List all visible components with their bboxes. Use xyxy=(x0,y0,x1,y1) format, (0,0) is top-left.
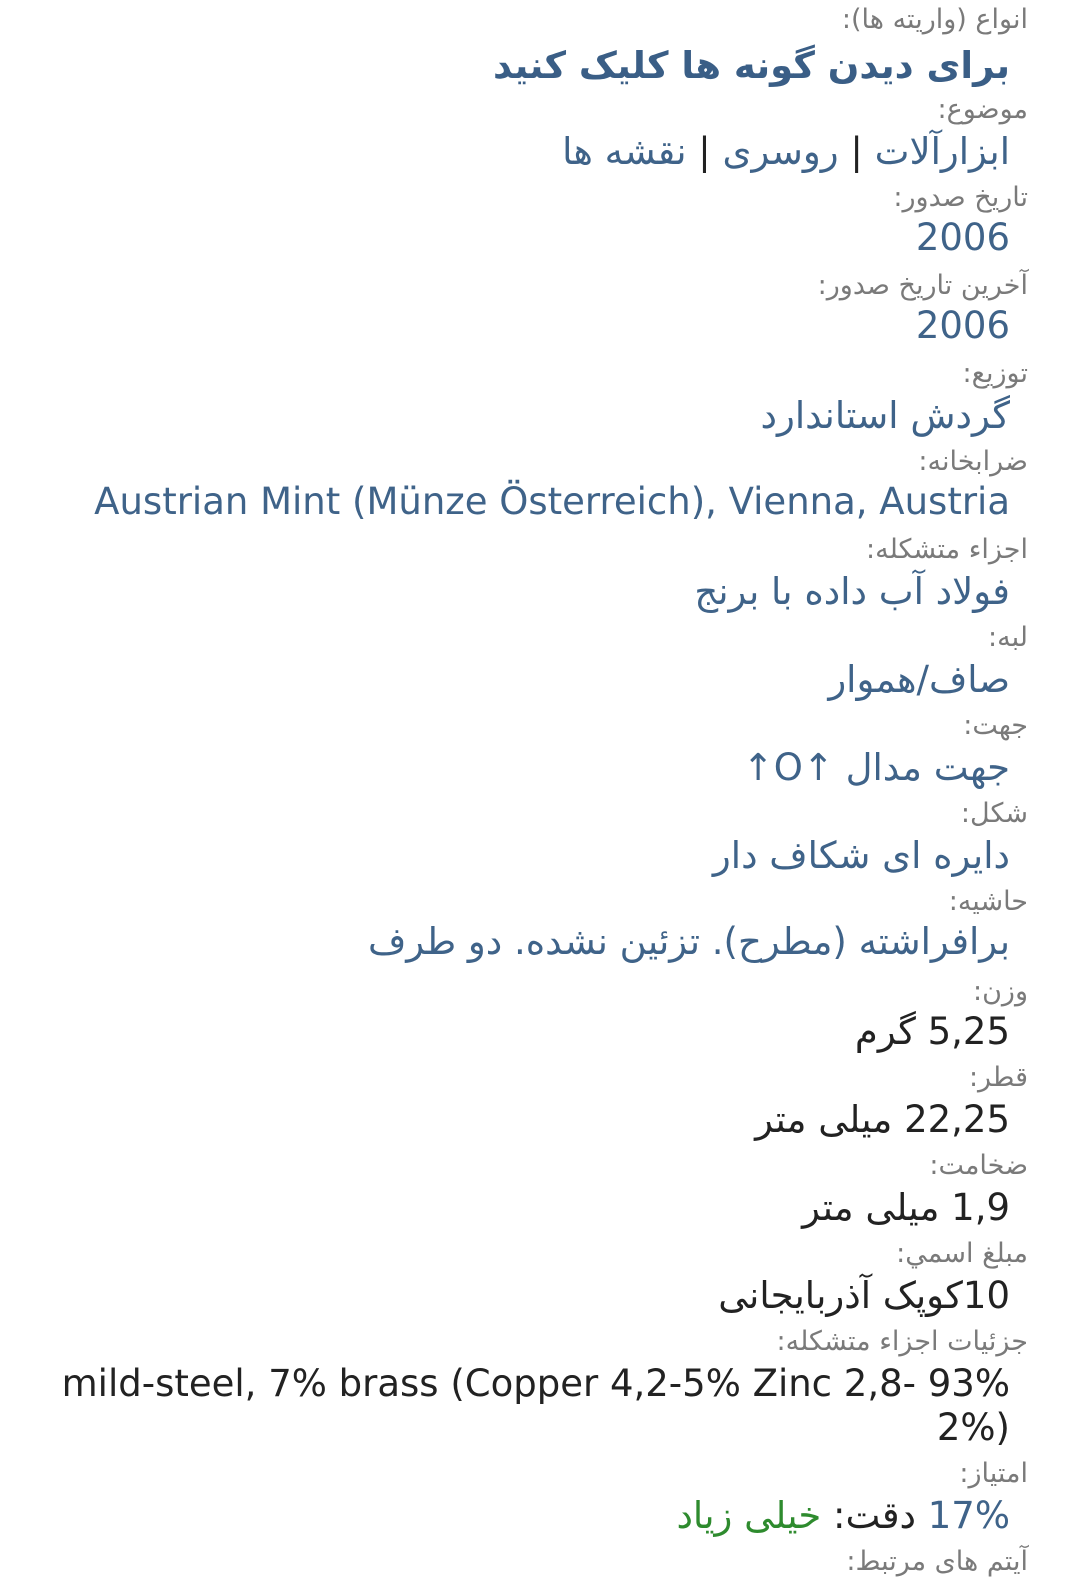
shape-label: شکل: xyxy=(960,798,1028,829)
rating-percent: 17% xyxy=(927,1494,1010,1537)
edge-value[interactable]: صاف/هموار xyxy=(828,658,1010,701)
diameter-value: 22,25 میلی متر xyxy=(755,1098,1010,1141)
face-value-value: 10کوپک آذربایجانی xyxy=(718,1274,1010,1317)
subject-links xyxy=(562,130,1010,174)
composition-details-value: 93% mild-steel, 7% brass (Copper 4,2-5% Zinc 2,8-2%) xyxy=(61,1362,1010,1449)
thickness-label: ضخامت: xyxy=(929,1150,1028,1181)
subject-link-tools[interactable]: ابزارآلات xyxy=(874,130,1010,173)
diameter-label: قطر: xyxy=(968,1062,1028,1093)
issue-date-value[interactable]: 2006 xyxy=(915,216,1010,259)
types-label: انواع (واریته ها): xyxy=(841,4,1028,35)
distribution-label: توزیع: xyxy=(962,358,1028,389)
mint-label: ضرابخانه: xyxy=(918,446,1028,477)
edge-label: لبه: xyxy=(988,622,1028,653)
subject-label: موضوع: xyxy=(937,94,1028,125)
shape-value[interactable]: دایره ای شکاف دار xyxy=(712,834,1010,877)
subject-separator: | xyxy=(698,130,711,173)
subject-separator: | xyxy=(850,130,863,173)
accuracy-value: خیلی زیاد xyxy=(676,1494,822,1537)
orientation-label: جهت: xyxy=(963,710,1028,741)
composition-details-label: جزئیات اجزاء متشکله: xyxy=(776,1326,1028,1357)
last-issue-date-value[interactable]: 2006 xyxy=(915,304,1010,347)
face-value-label: مبلغ اسمي: xyxy=(896,1238,1028,1269)
subject-link-scarf[interactable]: روسری xyxy=(722,130,839,173)
thickness-value: 1,9 میلی متر xyxy=(802,1186,1010,1229)
related-items-label: آیتم های مرتبط: xyxy=(846,1546,1028,1577)
types-link[interactable]: برای دیدن گونه ها کلیک کنید xyxy=(492,44,1010,87)
border-label: حاشیه: xyxy=(948,886,1028,917)
last-issue-date-label: آخرین تاریخ صدور: xyxy=(817,270,1028,301)
border-value[interactable]: برافراشته (مطرح). تزئین نشده. دو طرف xyxy=(367,920,1010,963)
composition-label: اجزاء متشکله: xyxy=(866,534,1028,565)
subject-link-maps[interactable]: نقشه ها xyxy=(562,130,687,173)
rating-value xyxy=(676,1494,1010,1538)
distribution-value[interactable]: گردش استاندارد xyxy=(760,394,1010,437)
weight-label: وزن: xyxy=(972,976,1028,1007)
weight-value: 5,25 گرم xyxy=(854,1010,1010,1053)
mint-value[interactable]: Austrian Mint (Münze Österreich), Vienna, Austria xyxy=(94,480,1010,523)
rating-label: امتیاز: xyxy=(959,1458,1028,1489)
issue-date-label: تاریخ صدور: xyxy=(893,182,1028,213)
composition-value[interactable]: فولاد آب داده با برنج xyxy=(694,570,1010,613)
orientation-value[interactable]: جهت مدال ↑O↑ xyxy=(742,746,1010,789)
accuracy-label: دقت: xyxy=(833,1494,916,1537)
